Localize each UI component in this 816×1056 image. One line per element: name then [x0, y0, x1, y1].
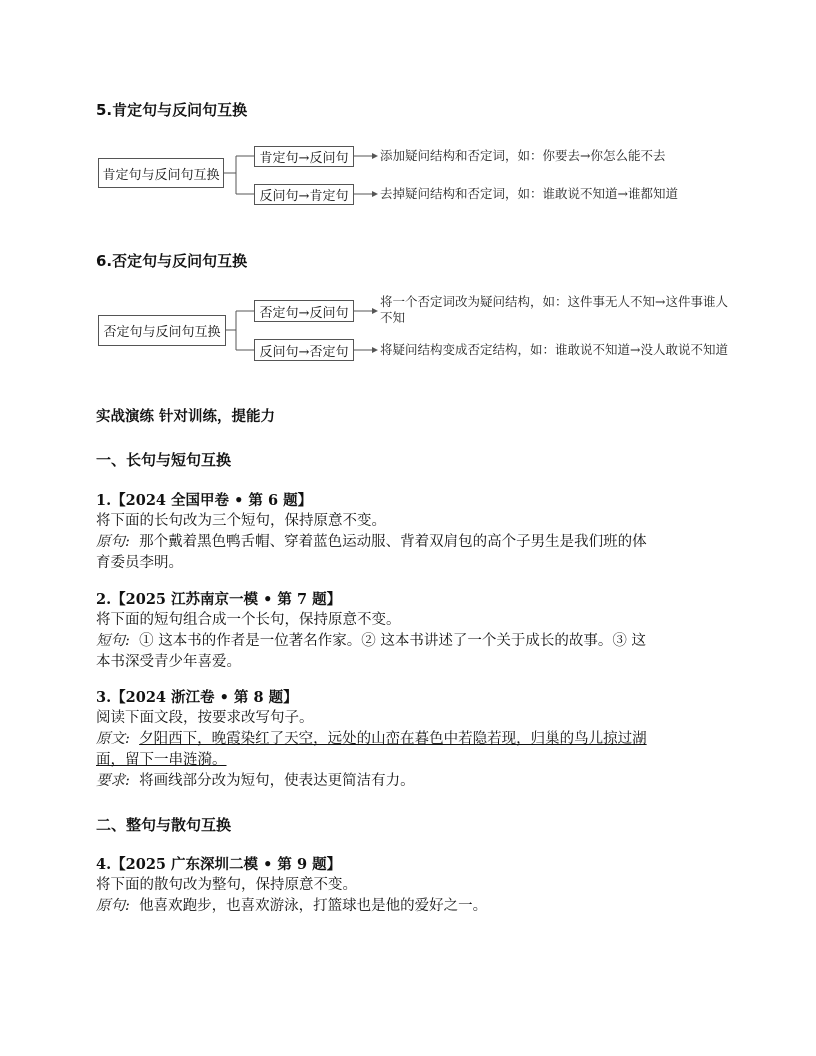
question-3-underlined-line-2: 面，留下一串涟漪。 — [96, 752, 227, 768]
question-3 — [96, 687, 726, 792]
section-5-heading: 5.肯定句与反问句互换 — [96, 101, 248, 119]
section-6-branch-2-box: 反问句→否定句 — [254, 339, 354, 361]
question-4 — [96, 854, 726, 917]
question-1-sentence-line-1 — [96, 532, 726, 553]
question-3-requirement — [96, 771, 726, 792]
question-4-header: 4.【2025 广东深圳二模 • 第 9 题】 — [96, 856, 342, 873]
question-4-line-1-text: 他喜欢跑步，也喜欢游泳，打篮球也是他的爱好之一。 — [139, 898, 488, 914]
question-2-header: 2.【2025 江苏南京一模 • 第 7 题】 — [96, 591, 342, 608]
question-3-passage-line-2 — [96, 750, 726, 771]
question-3-requirement-text: 将画线部分改为短句，使表达更简洁有力。 — [139, 773, 415, 789]
section-5-branch-1-box: 肯定句→反问句 — [254, 146, 354, 167]
section-6-desc-1-line-1: 将一个否定词改为疑问结构，如：这件事无人不知→这件事谁人 — [380, 294, 728, 309]
question-1-instruction: 将下面的长句改为三个短句，保持原意不变。 — [96, 513, 386, 529]
section-6-branch-1-box: 否定句→反问句 — [254, 300, 354, 322]
question-2-sentence-line-1 — [96, 631, 726, 652]
question-1 — [96, 490, 726, 574]
question-4-sentence-line-1 — [96, 896, 726, 917]
question-2-instruction: 将下面的短句组合成一个长句，保持原意不变。 — [96, 612, 401, 628]
question-3-req-label: 要求: — [96, 773, 130, 789]
question-2 — [96, 589, 726, 673]
section-6-desc-1-line-2: 不知 — [380, 310, 406, 325]
question-3-passage-line-1 — [96, 729, 726, 750]
section-6-heading: 6.否定句与反问句互换 — [96, 252, 248, 270]
section-5-desc-1: 添加疑问结构和否定词，如：你要去→你怎么能不去 — [380, 148, 666, 163]
question-4-instruction: 将下面的散句改为整句，保持原意不变。 — [96, 877, 357, 893]
question-4-label: 原句: — [96, 898, 130, 914]
section-5-root-box: 肯定句与反问句互换 — [98, 158, 224, 188]
question-3-instruction: 阅读下面文段，按要求改写句子。 — [96, 710, 314, 726]
part-1-title: 一、长句与短句互换 — [96, 451, 232, 469]
section-5-branch-2-box: 反问句→肯定句 — [254, 184, 354, 205]
section-6-root-box: 否定句与反问句互换 — [98, 315, 226, 346]
question-3-header: 3.【2024 浙江卷 • 第 8 题】 — [96, 689, 298, 706]
question-1-header: 1.【2024 全国甲卷 • 第 6 题】 — [96, 492, 313, 509]
practice-title: 实战演练 针对训练，提能力 — [96, 409, 276, 425]
section-6-desc-1 — [380, 294, 728, 326]
question-2-label: 短句: — [96, 633, 130, 649]
section-6-desc-2: 将疑问结构变成否定结构，如：谁敢说不知道→没人敢说不知道 — [380, 342, 728, 357]
part-2-title: 二、整句与散句互换 — [96, 816, 232, 834]
question-1-sentence-line-2: 育委员李明。 — [96, 555, 183, 571]
question-2-line-1-text: ① 这本书的作者是一位著名作家。② 这本书讲述了一个关于成长的故事。③ 这 — [139, 633, 646, 649]
question-3-underlined-line-1: 夕阳西下，晚霞染红了天空，远处的山峦在暮色中若隐若现，归巢的鸟儿掠过湖 — [139, 731, 647, 747]
question-2-sentence-line-2: 本书深受青少年喜爱。 — [96, 654, 241, 670]
section-5-desc-2: 去掉疑问结构和否定词，如：谁敢说不知道→谁都知道 — [380, 186, 678, 201]
question-3-label: 原文: — [96, 731, 130, 747]
question-1-line-1-text: 那个戴着黑色鸭舌帽、穿着蓝色运动服、背着双肩包的高个子男生是我们班的体 — [139, 534, 647, 550]
question-1-label: 原句: — [96, 534, 130, 550]
